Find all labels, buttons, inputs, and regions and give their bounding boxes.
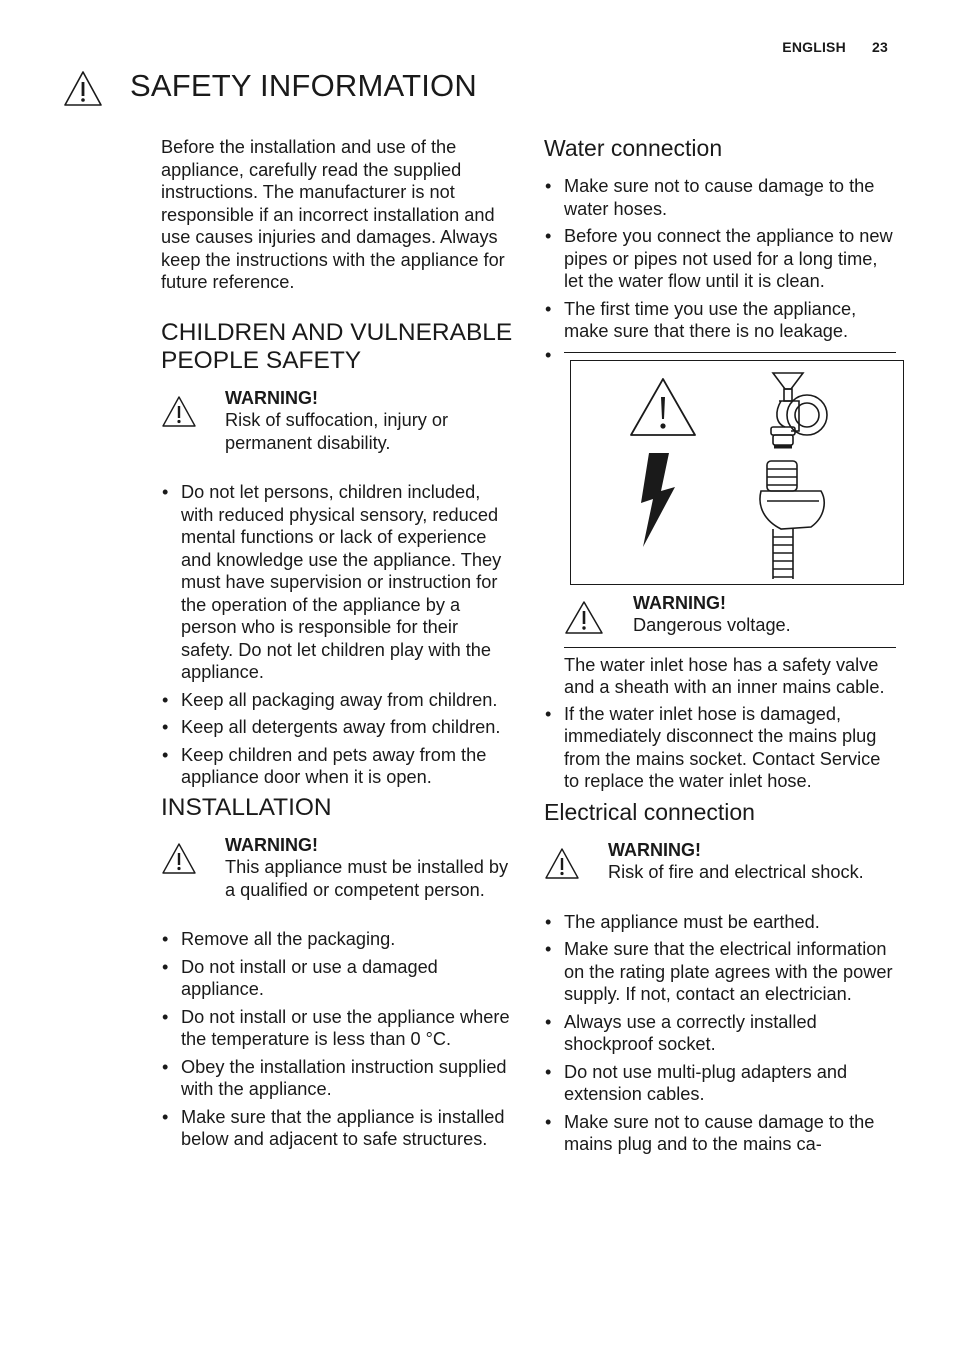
list-item: • Remove all the packaging. [161, 928, 513, 951]
title-warning-icon-wrap [63, 70, 103, 108]
water-list-after [544, 703, 896, 793]
page-number: 23 [872, 39, 888, 55]
warning-text: Risk of suffocation, injury or permanent disability. [225, 410, 449, 453]
list-item: • Do not install or use a damaged appliance. [161, 956, 513, 1001]
inlet-hose-icon [760, 461, 824, 579]
warning-text: Dangerous voltage. [633, 615, 791, 635]
warning-title: WARNING! [225, 387, 318, 408]
bullet-marker: • [545, 344, 552, 365]
left-column [161, 136, 513, 1156]
water-list [544, 175, 896, 343]
list-item: • Make sure not to cause damage to the mains plug and to the mains ca- [544, 1111, 896, 1156]
children-list [161, 481, 513, 789]
figure-note: The water inlet hose has a safety valve and a sheath with an inner mains cable. [564, 654, 885, 697]
warning-triangle-icon [161, 842, 197, 876]
electrical-list [544, 911, 896, 1156]
electrical-heading: Electrical connection [544, 798, 755, 825]
list-item: • Keep children and pets away from the appliance door when it is open. [161, 744, 513, 789]
right-column [544, 134, 896, 1161]
list-item: • Make sure that the electrical information on the rating plate agrees with the power supply. If not, contact an electrician. [544, 938, 896, 1006]
page-title: SAFETY INFORMATION [130, 68, 477, 103]
water-tap-icon [771, 373, 827, 447]
list-item: • Before you connect the appliance to new pipes or pipes not used for a long time, let the water flow until it is clean. [544, 225, 896, 293]
warning-triangle-icon [564, 600, 604, 636]
children-heading: CHILDREN AND VULNERABLE PEOPLE SAFETY [161, 318, 513, 374]
list-item: • Make sure not to cause damage to the water hoses. [544, 175, 896, 220]
warning-title: WARNING! [225, 834, 318, 855]
list-item: • Make sure that the appliance is installed below and adjacent to safe structures. [161, 1106, 513, 1151]
warning-text: This appliance must be installed by a qualified or competent person. [225, 857, 509, 900]
warning-triangle-icon [544, 847, 580, 881]
children-warning [161, 387, 513, 455]
warning-text: Risk of fire and electrical shock. [608, 862, 864, 882]
warning-title: WARNING! [633, 592, 726, 613]
warning-triangle-icon [63, 70, 103, 108]
list-item: • The appliance must be earthed. [544, 911, 896, 934]
list-item: • Obey the installation instruction supplied with the appliance. [161, 1056, 513, 1101]
list-item: • Do not let persons, children included, with reduced physical sensory, reduced mental functions or lack of experience and knowledge use the appliance. They must have supervision or instruction for the operation of the appliance by a person who is responsible for their safety. Do not let children play with the appliance. [161, 481, 513, 684]
list-item: • Keep all detergents away from children. [161, 716, 513, 739]
list-item: • Keep all packaging away from children. [161, 689, 513, 712]
hose-safety-figure [570, 360, 904, 585]
figure-illustration [571, 361, 903, 584]
page-header [782, 39, 888, 55]
divider [564, 352, 896, 353]
list-item: • Always use a correctly installed shockproof socket. [544, 1011, 896, 1056]
installation-list [161, 928, 513, 1151]
installation-warning [161, 834, 513, 902]
list-item: • Do not use multi-plug adapters and extension cables. [544, 1061, 896, 1106]
list-item: • If the water inlet hose is damaged, immediately disconnect the mains plug from the mains socket. Contact Service to replace the water inlet hose. [544, 703, 896, 793]
divider [564, 647, 896, 648]
electrical-warning [544, 839, 896, 884]
lightning-bolt-icon [641, 453, 675, 547]
list-item: • Do not install or use the appliance where the temperature is less than 0 °C. [161, 1006, 513, 1051]
figure-warning [564, 592, 896, 648]
hose-figure-block [544, 344, 896, 592]
warning-triangle-icon [161, 395, 197, 429]
list-item: • The first time you use the appliance, make sure that there is no leakage. [544, 298, 896, 343]
language-label: ENGLISH [782, 39, 846, 55]
installation-heading: INSTALLATION [161, 793, 332, 821]
water-heading: Water connection [544, 135, 723, 161]
warning-triangle-icon [631, 379, 695, 435]
warning-title: WARNING! [608, 839, 701, 860]
intro-paragraph: Before the installation and use of the appliance, carefully read the supplied instructions. The manufacturer is not responsible if an incorrect installation and use causes injuries and damages. Always keep the instructions with the appliance for future reference. [161, 137, 505, 292]
